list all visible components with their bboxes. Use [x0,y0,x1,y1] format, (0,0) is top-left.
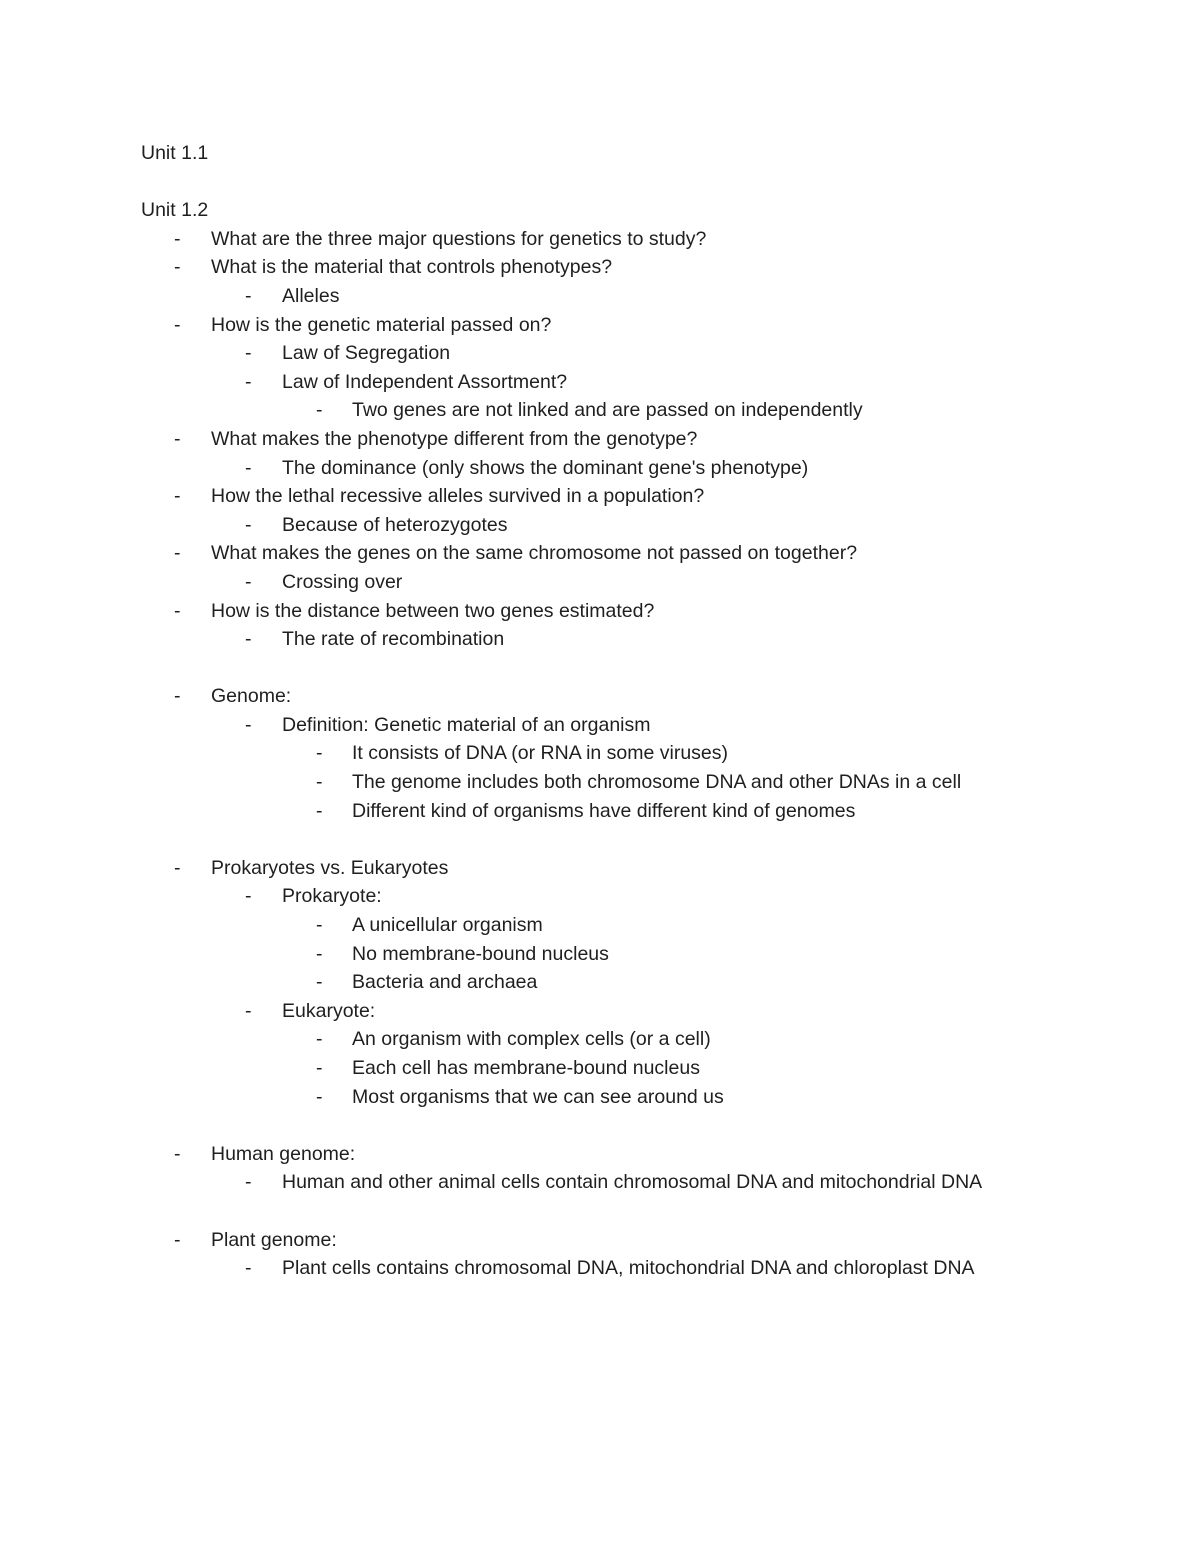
list-item-text: The rate of recombination [282,628,505,651]
list-item-level-2 [141,282,1141,311]
bullet-dash: - [245,999,252,1022]
blank-line [141,654,1141,683]
bullet-dash: - [174,427,181,450]
list-item-text: Eukaryote: [282,999,376,1022]
list-item-text: Alleles [282,284,340,307]
list-item-level-1 [141,1226,1141,1255]
list-item-text: Prokaryotes vs. Eukaryotes [211,856,449,879]
list-item-level-1 [141,682,1141,711]
list-item-text: Prokaryote: [282,885,382,908]
list-item-level-2 [141,368,1141,397]
list-item-text: Plant genome: [211,1228,337,1251]
list-item-text: Bacteria and archaea [352,971,538,994]
list-item-text: How is the distance between two genes estimated? [211,599,655,622]
bullet-dash: - [316,971,323,994]
bullet-dash: - [316,942,323,965]
list-item-level-3 [141,911,1141,940]
bullet-dash: - [174,313,181,336]
list-item-text: Different kind of organisms have different kind of genomes [352,799,856,822]
list-item-level-3 [141,940,1141,969]
list-item-text: The dominance (only shows the dominant gene's phenotype) [282,456,809,479]
bullet-dash: - [174,685,181,708]
list-item-level-3 [141,768,1141,797]
list-item-level-1 [141,539,1141,568]
bullet-dash: - [316,1028,323,1051]
list-item-text: A unicellular organism [352,914,543,937]
list-item-text: Two genes are not linked and are passed on independently [352,399,863,422]
list-item-text: It consists of DNA (or RNA in some viruses) [352,742,729,765]
bullet-dash: - [174,227,181,250]
blank-line [141,1111,1141,1140]
list-item-level-2 [141,339,1141,368]
list-item-level-2 [141,1168,1141,1197]
list-item-text: Human and other animal cells contain chromosomal DNA and mitochondrial DNA [282,1171,983,1194]
list-item-level-1 [141,1140,1141,1169]
bullet-dash: - [245,713,252,736]
bullet-dash: - [316,914,323,937]
bullet-dash: - [245,370,252,393]
bullet-dash: - [245,1171,252,1194]
list-item-text: Plant cells contains chromosomal DNA, mitochondrial DNA and chloroplast DNA [282,1257,975,1280]
bullet-dash: - [316,742,323,765]
list-item-text: Because of heterozygotes [282,513,508,536]
list-item-level-2 [141,454,1141,483]
list-item-text: An organism with complex cells (or a cell) [352,1028,711,1051]
list-item-level-3 [141,396,1141,425]
list-item-level-2 [141,711,1141,740]
bullet-dash: - [174,599,181,622]
list-item-level-3 [141,739,1141,768]
list-item-text: What is the material that controls phenotypes? [211,256,613,279]
list-item-level-1 [141,482,1141,511]
bullet-dash: - [245,1257,252,1280]
bullet-dash: - [174,256,181,279]
bullet-dash: - [245,628,252,651]
list-item-text: What are the three major questions for genetics to study? [211,227,707,250]
section-heading: Unit 1.2 [141,199,209,222]
list-item-text: The genome includes both chromosome DNA and other DNAs in a cell [352,771,962,794]
list-item-text: What makes the phenotype different from the genotype? [211,427,698,450]
blank-line [141,1197,1141,1226]
bullet-dash: - [174,542,181,565]
list-item-level-3 [141,1083,1141,1112]
bullet-dash: - [316,399,323,422]
list-item-level-1 [141,597,1141,626]
blank-line [141,168,1141,197]
blank-line [141,825,1141,854]
list-item-text: Each cell has membrane-bound nucleus [352,1057,700,1079]
list-item-text: Crossing over [282,570,403,593]
bullet-dash: - [316,1057,323,1079]
bullet-dash: - [245,885,252,908]
list-item-level-2 [141,1254,1141,1283]
list-item-text: Genome: [211,685,292,708]
list-item-level-1 [141,854,1141,883]
list-item-level-1 [141,253,1141,282]
bullet-dash: - [174,1142,181,1165]
list-item-text: Law of Segregation [282,342,451,365]
list-item-level-2 [141,625,1141,654]
list-item-level-3 [141,1025,1141,1054]
bullet-dash: - [245,456,252,479]
bullet-dash: - [174,485,181,508]
list-item-level-3 [141,797,1141,826]
list-item-text: How the lethal recessive alleles survived in a population? [211,485,705,508]
list-item-level-3 [141,968,1141,997]
section-heading: Unit 1.1 [141,142,209,164]
list-item-text: No membrane-bound nucleus [352,942,609,965]
bullet-dash: - [245,284,252,307]
bullet-dash: - [316,1085,323,1108]
bullet-dash: - [245,342,252,365]
list-item-level-2 [141,511,1141,540]
list-item-level-1 [141,425,1141,454]
list-item-text: Most organisms that we can see around us [352,1085,724,1108]
bullet-dash: - [316,771,323,794]
bullet-dash: - [316,799,323,822]
list-item-level-3 [141,1054,1141,1083]
list-item-level-1 [141,311,1141,340]
list-item-level-2 [141,568,1141,597]
list-item-text: What makes the genes on the same chromosome not passed on together? [211,542,858,565]
list-item-text: Human genome: [211,1142,356,1165]
bullet-dash: - [174,1228,181,1251]
list-item-text: Law of Independent Assortment? [282,370,568,393]
list-item-level-2 [141,997,1141,1026]
list-item-level-2 [141,882,1141,911]
bullet-dash: - [245,513,252,536]
list-item-text: How is the genetic material passed on? [211,313,552,336]
list-item-text: Definition: Genetic material of an organism [282,713,651,736]
document-body [141,139,1141,1283]
bullet-dash: - [245,570,252,593]
list-item-level-1 [141,225,1141,254]
bullet-dash: - [174,856,181,879]
